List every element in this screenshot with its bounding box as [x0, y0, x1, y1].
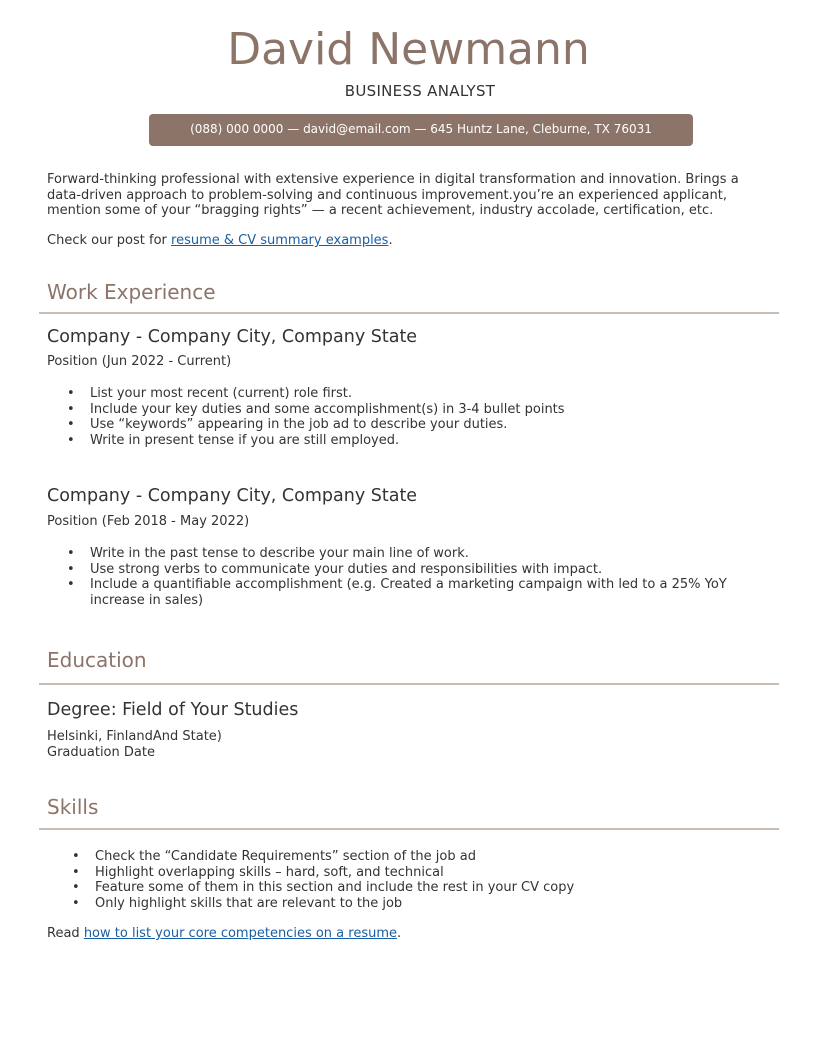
job-2-bullets — [47, 546, 767, 608]
bullet-text: Write in present tense if you are still employed. — [90, 432, 400, 448]
skills-link-suffix: . — [397, 926, 402, 941]
education-heading: Education — [47, 648, 147, 672]
bullet-icon: • — [67, 432, 75, 448]
bullet-icon: • — [67, 577, 75, 593]
bullet-text: Check the “Candidate Requirements” section of the job ad — [95, 849, 476, 864]
job-1-position: Position (Jun 2022 - Current) — [47, 354, 232, 369]
list-item — [47, 433, 777, 449]
list-item — [52, 849, 772, 865]
bullet-icon: • — [67, 561, 75, 577]
work-divider — [39, 312, 779, 314]
list-item — [52, 896, 772, 912]
skills-divider — [39, 828, 779, 830]
summary-examples-link[interactable]: resume & CV summary examples — [171, 233, 389, 248]
job-2-company: Company - Company City, Company State — [47, 486, 418, 506]
list-item — [52, 880, 772, 896]
candidate-name: David Newmann — [227, 24, 590, 75]
contact-bar — [149, 114, 693, 146]
skills-heading: Skills — [47, 795, 99, 819]
bullet-icon: • — [72, 895, 80, 911]
education-location: Helsinki, FinlandAnd State) — [47, 729, 222, 744]
list-item — [52, 865, 772, 881]
bullet-text: List your most recent (current) role first. — [90, 386, 352, 401]
summary-link-prefix: Check our post for — [47, 233, 172, 248]
contact-info: (088) 000 0000 — david@email.com — 645 Huntz Lane, Cleburne, TX 76031 — [190, 122, 652, 136]
education-date: Graduation Date — [47, 745, 155, 760]
list-item — [47, 577, 767, 608]
skills-link-line — [47, 926, 401, 941]
summary-link-suffix: . — [388, 233, 393, 248]
bullet-icon: • — [67, 386, 75, 401]
bullet-text: Use strong verbs to communicate your duties and responsibilities with impact. — [90, 561, 603, 577]
bullet-text: Feature some of them in this section and include the rest in your CV copy — [95, 880, 575, 896]
job-1-bullets — [47, 386, 777, 448]
job-2-position: Position (Feb 2018 - May 2022) — [47, 514, 250, 529]
bullet-icon: • — [67, 401, 75, 417]
list-item — [47, 546, 767, 562]
bullet-icon: • — [72, 864, 80, 880]
job-title: BUSINESS ANALYST — [344, 82, 496, 100]
skills-bullets — [52, 849, 772, 911]
education-divider — [39, 683, 779, 685]
bullet-text: Highlight overlapping skills – hard, soft, and technical — [95, 864, 444, 880]
bullet-icon: • — [67, 546, 75, 561]
summary-text: Forward-thinking professional with extensive experience in digital transformation and innovation. Brings a data-driven approach to problem-solving and continuous improvement.you’re an experienced applicant, mention some of your “bragging rights” — a recent achievement, industry accolade, certification, etc. — [47, 172, 739, 218]
bullet-text: Include a quantifiable accomplishment (e.g. Created a marketing campaign with led to a 25% YoY increase in sales) — [90, 577, 727, 608]
bullet-icon: • — [72, 849, 80, 864]
bullet-icon: • — [67, 417, 75, 433]
list-item — [47, 417, 777, 433]
education-degree: Degree: Field of Your Studies — [47, 700, 299, 720]
bullet-icon: • — [72, 880, 80, 896]
bullet-text: Write in the past tense to describe your main line of work. — [90, 546, 469, 561]
list-item — [47, 386, 777, 402]
list-item — [47, 562, 767, 578]
list-item — [47, 402, 777, 418]
bullet-text: Include your key duties and some accomplishment(s) in 3-4 bullet points — [90, 401, 565, 417]
skills-link-prefix: Read — [47, 926, 84, 941]
summary-link-line — [47, 233, 393, 248]
core-competencies-link[interactable]: how to list your core competencies on a resume — [83, 926, 397, 941]
bullet-text: Use “keywords” appearing in the job ad to describe your duties. — [90, 417, 508, 433]
bullet-text: Only highlight skills that are relevant to the job — [95, 895, 403, 911]
work-experience-heading: Work Experience — [47, 280, 216, 304]
job-1-company: Company - Company City, Company State — [47, 327, 418, 347]
